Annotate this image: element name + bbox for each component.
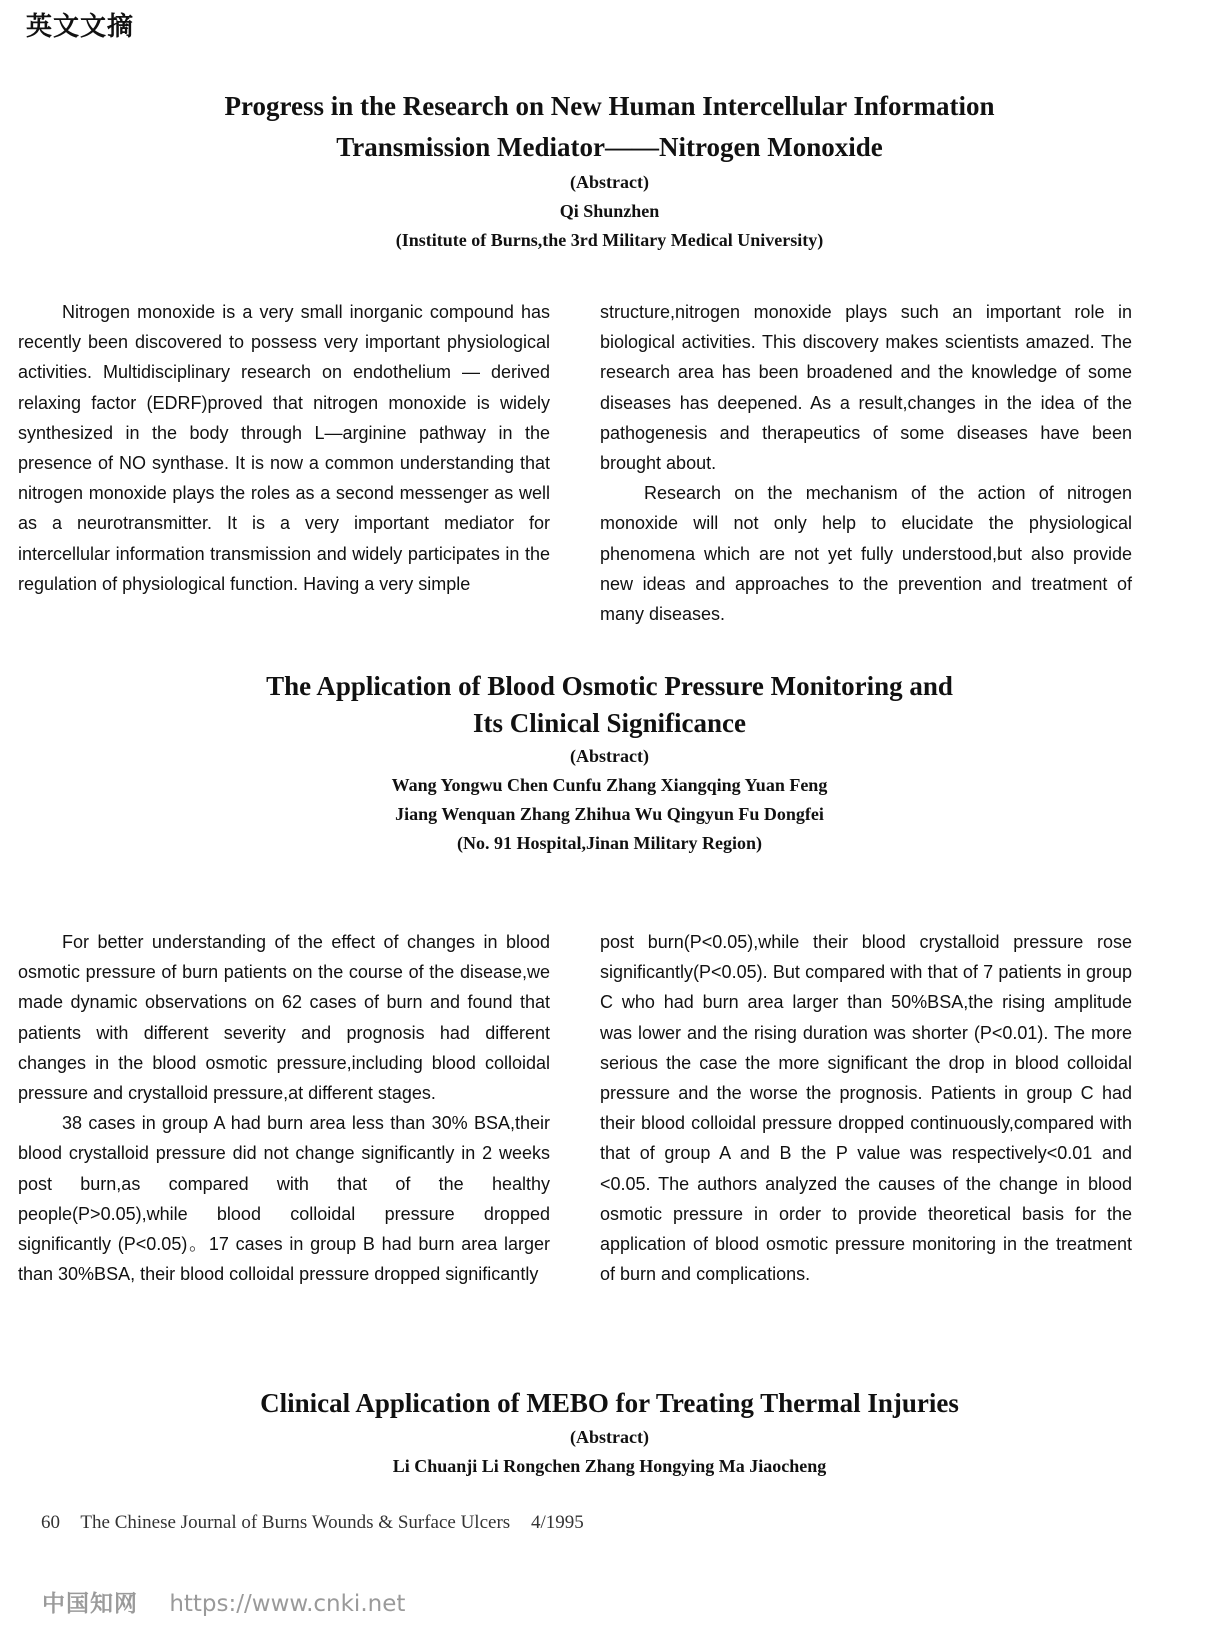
article-2-title-line2: Its Clinical Significance — [472, 708, 746, 738]
article-3-authors: Li Chuanji Li Rongchen Zhang Hongying Ma Jiaocheng — [392, 1456, 827, 1476]
cnki-url[interactable]: https://www.cnki.net — [169, 1591, 406, 1617]
article-2-left-column — [18, 927, 550, 1289]
article-1-right-paragraph-2: Research on the mechanism of the action of nitrogen monoxide will not only help to elucidate the physiological phenomena which are not yet fully understood,but also provide new ideas and approaches to the prevention and treatment of many diseases. — [600, 483, 1132, 625]
journal-name: The Chinese Journal of Burns Wounds & Surface Ulcers — [80, 1512, 511, 1533]
article-1-header — [0, 86, 1219, 255]
article-2-right-paragraph-1: post burn(P<0.05),while their blood crystalloid pressure rose significantly(P<0.05). But compared with that of 7 patients in group C who had burn area larger than 50%BSA,the rising amplitude was lower and the rising duration was shorter (P<0.01). The more serious the case the more significant the drop in blood colloidal pressure and the worse the prognosis. Patients in group C had their blood colloidal pressure dropped continuously,compared with that of group A and B the P value was respectively<0.01 and <0.05. The authors analyzed the causes of the change in blood osmotic pressure in order to provide theoretical basis for the application of blood osmotic pressure monitoring in the treatment of burn and complications. — [600, 932, 1132, 1285]
article-2-left-paragraph-2: 38 cases in group A had burn area less than 30% BSA,their blood crystalloid pressure did not change significantly in 2 weeks post burn,as compared with that of the healthy people(P>0.05),while blood colloidal pressure dropped significantly (P<0.05)。17 cases in group B had burn area larger than 30%BSA, their blood colloidal pressure dropped significantly — [18, 1113, 550, 1285]
section-tag: 英文文摘 — [26, 12, 135, 42]
cnki-logo-text: 中国知网 — [42, 1591, 138, 1617]
article-1-title-line2: Transmission Mediator——Nitrogen Monoxide — [336, 132, 883, 162]
article-1-body — [18, 297, 1132, 629]
article-1-abstract-label: (Abstract) — [570, 172, 649, 192]
page-number: 60 — [41, 1512, 60, 1533]
article-1-left-paragraph-1: Nitrogen monoxide is a very small inorganic compound has recently been discovered to possess very important physiological activities. Multidisciplinary research on endothelium — derived relaxing factor (EDRF)proved that nitrogen monoxide is widely synthesized in the body through L—arginine pathway in the presence of NO synthase. It is now a common understanding that nitrogen monoxide plays the roles as a second messenger as well as a neurotransmitter. It is a very important mediator for intercellular information transmission and widely participates in the regulation of physiological function. Having a very simple — [18, 302, 550, 594]
article-2-body — [18, 927, 1132, 1289]
article-3-title: Clinical Application of MEBO for Treating Thermal Injuries — [260, 1388, 959, 1418]
article-2-affiliation: (No. 91 Hospital,Jinan Military Region) — [457, 833, 762, 853]
article-2-title-line1: The Application of Blood Osmotic Pressure Monitoring and — [266, 671, 953, 701]
journal-issue: 4/1995 — [530, 1512, 584, 1533]
article-2-right-column — [600, 927, 1132, 1289]
article-3-abstract-label: (Abstract) — [570, 1427, 649, 1447]
article-1-right-paragraph-1: structure,nitrogen monoxide plays such an important role in biological activities. This discovery makes scientists amazed. The research area has been broadened and the knowledge of some diseases has deepened. As a result,changes in the idea of the pathogenesis and therapeutics of some diseases have been brought about. — [600, 302, 1132, 474]
cnki-watermark — [42, 1585, 405, 1618]
article-1-left-column — [18, 297, 550, 629]
article-2-left-paragraph-1: For better understanding of the effect of changes in blood osmotic pressure of burn patients on the course of the disease,we made dynamic observations on 62 cases of burn and found that patients with different severity and prognosis had different changes in the blood osmotic pressure,including blood colloidal pressure and crystalloid pressure,at different stages. — [18, 932, 550, 1104]
article-3-header — [0, 1383, 1219, 1481]
article-2-authors-line1: Wang Yongwu Chen Cunfu Zhang Xiangqing Yuan Feng — [391, 775, 828, 795]
article-2-abstract-label: (Abstract) — [570, 746, 649, 766]
article-1-authors: Qi Shunzhen — [559, 201, 660, 221]
article-1-right-column — [600, 297, 1132, 629]
article-1-title-line1: Progress in the Research on New Human Intercellular Information — [224, 91, 995, 121]
article-1-affiliation: (Institute of Burns,the 3rd Military Medical University) — [395, 230, 824, 250]
article-2-header — [0, 668, 1219, 858]
page-footer — [41, 1512, 600, 1534]
article-2-authors-line2: Jiang Wenquan Zhang Zhihua Wu Qingyun Fu Dongfei — [395, 804, 824, 824]
